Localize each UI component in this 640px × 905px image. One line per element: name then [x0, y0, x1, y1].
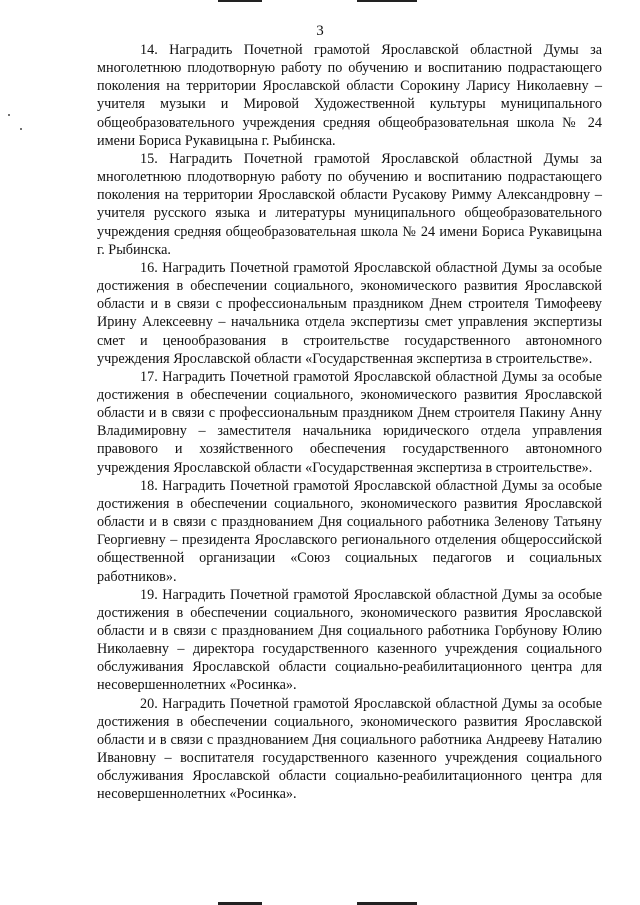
paragraph-item-18: 18. Наградить Почетной грамотой Ярославской областной Думы за особые достижения в обеспечении социального, экономического развития Ярославской области и в связи с празднованием Дня социального работника Зеленову Татьяну Георгиевну – президента Ярославского регионального отделения общероссийской общественной организации «Союз социальных педагогов и социальных работников». [97, 477, 602, 585]
paragraph-item-16: 16. Наградить Почетной грамотой Ярославской областной Думы за особые достижения в обеспечении социального, экономического развития Ярославской области и в связи с профессиональным праздником Днем строителя Тимофееву Ирину Алексеевну – начальника отдела экспертизы смет управления экспертизы смет и ценообразования в строительстве государственного автономного учреждения Ярославской области «Государственная экспертиза в строительстве». [97, 259, 602, 367]
paragraph-item-19: 19. Наградить Почетной грамотой Ярославской областной Думы за особые достижения в обеспечении социального, экономического развития Ярославской области и в связи с празднованием Дня социального работника Горбунову Юлию Николаевну – директора государственного казенного учреждения социального обслуживания Ярославской области социально-реабилитационного центра для несовершеннолетних «Росинка». [97, 586, 602, 694]
paragraph-item-15: 15. Наградить Почетной грамотой Ярославской областной Думы за многолетнюю плодотворную работу по обучению и воспитанию подрастающего поколения на территории Ярославской области Русакову Римму Александровну – учителя русского языка и литературы муниципального общеобразовательного учреждения средняя общеобразовательная школа № 24 имени Бориса Рукавицына г. Рыбинска. [97, 150, 602, 258]
scan-speck [20, 128, 22, 130]
paragraph-item-20: 20. Наградить Почетной грамотой Ярославской областной Думы за особые достижения в обеспечении социального, экономического развития Ярославской области и в связи с празднованием Дня социального работника Андрееву Наталию Ивановну – воспитателя государственного казенного учреждения социального обслуживания Ярославской области социально-реабилитационного центра для несовершеннолетних «Росинка». [97, 695, 602, 803]
scan-edge-mark [218, 0, 262, 2]
scan-edge-mark [357, 0, 417, 2]
paragraph-item-14: 14. Наградить Почетной грамотой Ярославской областной Думы за многолетнюю плодотворную работу по обучению и воспитанию подрастающего поколения на территории Ярославской области Сорокину Ларису Николаевну – учителя музыки и Мировой Художественной культуры муниципального общеобразовательного учреждения средняя общеобразовательная школа № 24 имени Бориса Рукавицына г. Рыбинска. [97, 42, 602, 149]
paragraph-item-17: 17. Наградить Почетной грамотой Ярославской областной Думы за особые достижения в обеспечении социального, экономического развития Ярославской области и в связи с профессиональным праздником Днем строителя Пакину Анну Владимировну – заместителя начальника юридического отдела управления правового и хозяйственного обеспечения государственного автономного учреждения Ярославской области «Государственная экспертиза в строительстве». [97, 368, 602, 476]
scan-speck [8, 114, 10, 116]
page-number: 3 [316, 23, 324, 39]
document-body [97, 41, 602, 804]
